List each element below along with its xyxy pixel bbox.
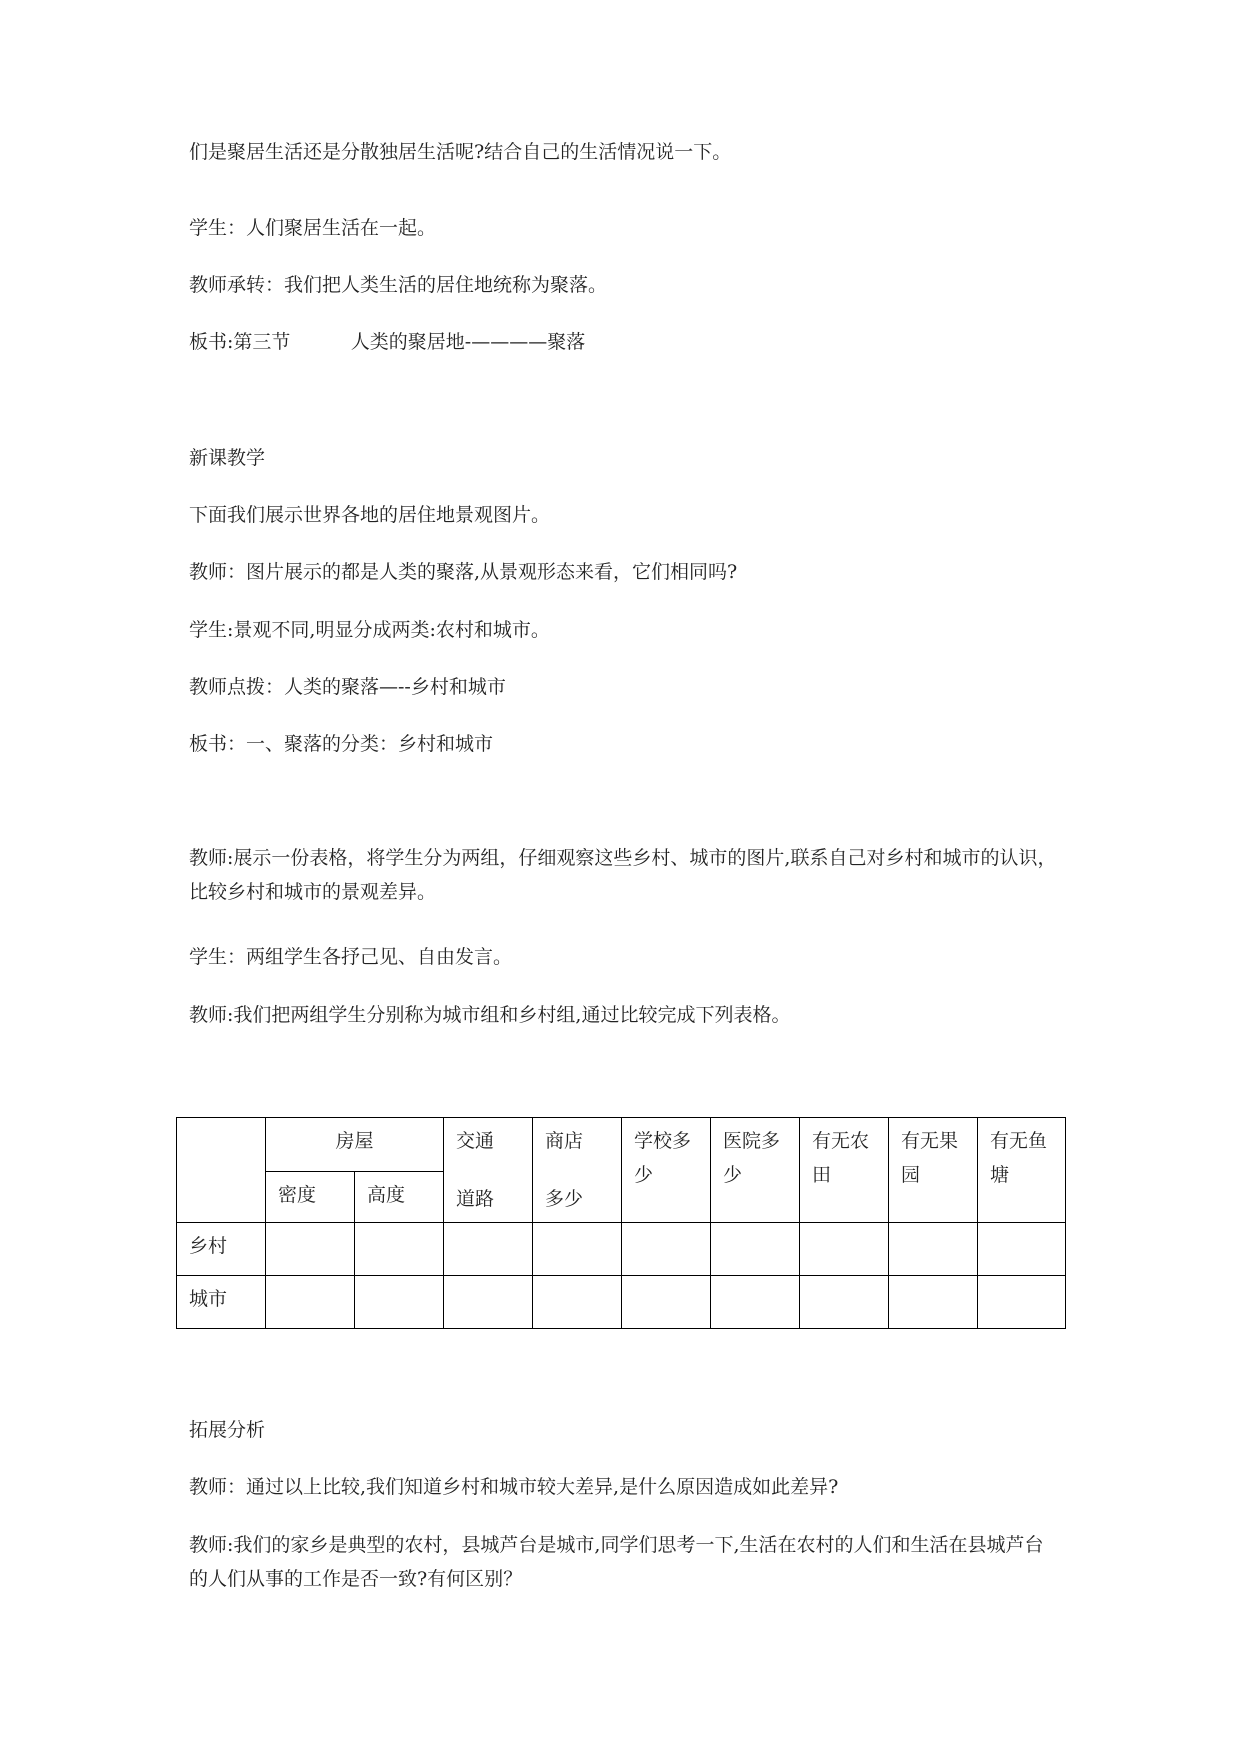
table-row [177, 1276, 1066, 1329]
table-cell [622, 1223, 711, 1276]
paragraph: 们是聚居生活还是分散独居生活呢?结合自己的生活情况说一下。 [189, 141, 732, 163]
header-schools: 学校多少 [622, 1118, 711, 1223]
row-label-city: 城市 [177, 1276, 266, 1329]
paragraph: 板书：一、聚落的分类：乡村和城市 [189, 733, 494, 755]
row-label-village: 乡村 [177, 1223, 266, 1276]
paragraph: 教师:展示一份表格，将学生分为两组，仔细观察这些乡村、城市的图片,联系自己对乡村和城市的认识，比较乡村和城市的景观差异。 [189, 847, 1057, 903]
header-shops-line1: 商店 [545, 1130, 584, 1152]
paragraph: 教师承转：我们把人类生活的居住地统称为聚落。 [189, 274, 608, 296]
table-cell [800, 1276, 889, 1329]
table-cell [444, 1276, 533, 1329]
table-cell [533, 1276, 622, 1329]
table-cell [266, 1223, 355, 1276]
table-cell [978, 1223, 1066, 1276]
paragraph: 教师:我们把两组学生分别称为城市组和乡村组,通过比较完成下列表格。 [189, 1004, 791, 1026]
table-cell [889, 1276, 978, 1329]
header-density: 密度 [266, 1172, 355, 1223]
comparison-table [176, 1117, 1066, 1329]
paragraph: 教师:我们的家乡是典型的农村，县城芦台是城市,同学们思考一下,生活在农村的人们和生活在县城芦台的人们从事的工作是否一致?有何区别？ [189, 1534, 1044, 1590]
table-cell [800, 1223, 889, 1276]
blackboard-title: 板书:第三节 人类的聚居地-————聚落 [189, 331, 586, 353]
header-traffic-line2: 道路 [456, 1188, 495, 1210]
table-cell [622, 1276, 711, 1329]
table-cell [889, 1223, 978, 1276]
header-shops [533, 1118, 622, 1223]
table-cell [711, 1276, 800, 1329]
paragraph: 学生:景观不同,明显分成两类:农村和城市。 [189, 619, 550, 641]
table-row [177, 1223, 1066, 1276]
table-cell [266, 1276, 355, 1329]
header-height: 高度 [355, 1172, 444, 1223]
paragraph: 学生：两组学生各抒己见、自由发言。 [189, 946, 513, 968]
table-cell [978, 1276, 1066, 1329]
table-cell [711, 1223, 800, 1276]
header-farmland: 有无农田 [800, 1118, 889, 1223]
paragraph: 教师点拨：人类的聚落—--乡村和城市 [189, 676, 506, 698]
header-house: 房屋 [266, 1118, 444, 1172]
paragraph: 学生：人们聚居生活在一起。 [189, 217, 437, 239]
section-heading: 拓展分析 [189, 1419, 266, 1441]
paragraph: 教师：图片展示的都是人类的聚落,从景观形态来看，它们相同吗? [189, 561, 738, 583]
table-cell [355, 1223, 444, 1276]
header-shops-line2: 多少 [545, 1188, 584, 1210]
table-cell [533, 1223, 622, 1276]
header-traffic-line1: 交通 [456, 1130, 495, 1152]
paragraph: 下面我们展示世界各地的居住地景观图片。 [189, 504, 551, 526]
table-header-row [177, 1118, 1066, 1172]
table-cell [444, 1223, 533, 1276]
table-corner-cell [177, 1118, 266, 1223]
section-heading: 新课教学 [189, 447, 266, 469]
header-hospitals: 医院多少 [711, 1118, 800, 1223]
header-fishpond: 有无鱼塘 [978, 1118, 1066, 1223]
paragraph: 教师：通过以上比较,我们知道乡村和城市较大差异,是什么原因造成如此差异? [189, 1476, 839, 1498]
header-traffic [444, 1118, 533, 1223]
table-cell [355, 1276, 444, 1329]
header-orchard: 有无果园 [889, 1118, 978, 1223]
